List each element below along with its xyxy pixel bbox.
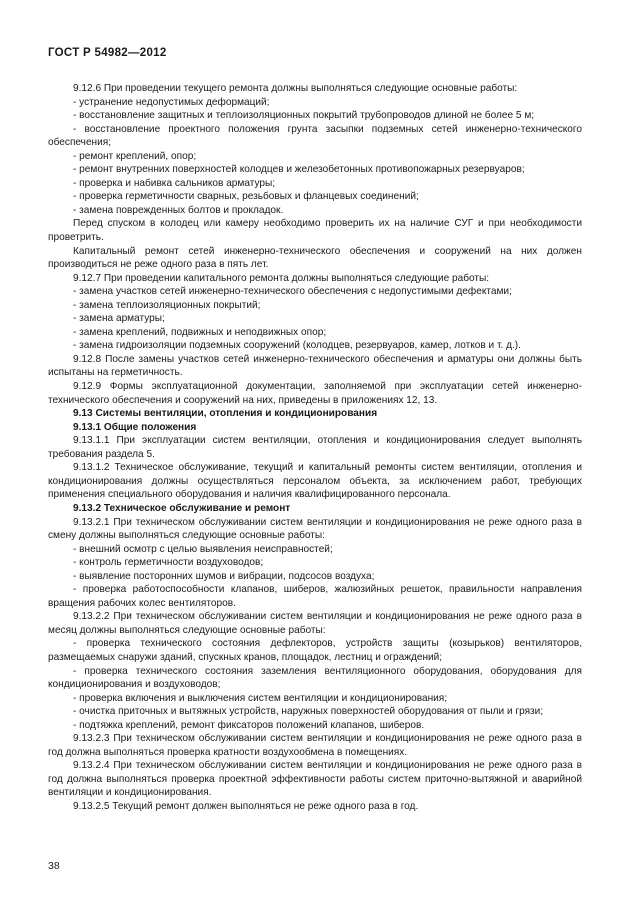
list-item: - проверка и набивка сальников арматуры;	[73, 177, 276, 189]
paragraph: 9.12.8 После замены участков сетей инженерно-технического обеспечения и арматуры они должны быть испытаны на герметичность.	[48, 353, 582, 379]
paragraph: 9.13.2.4 При техническом обслуживании систем вентиляции и кондиционирования не реже одного раза в год должна выполняться проверка проектной эффективности работы систем приточно-вытяжной и аварийной вентиляции и кондиционирования.	[48, 760, 582, 799]
list-item: - восстановление проектного положения грунта засыпки подземных сетей инженерно-технического обеспечения;	[48, 123, 582, 149]
paragraph: 9.12.7 При проведении капитального ремонта должны выполняться следующие работы:	[73, 272, 490, 284]
paragraph: 9.13.1.1 При эксплуатации систем вентиляции, отопления и кондиционирования следует выполнять требования раздела 5.	[48, 435, 582, 460]
list-item: - выявление посторонних шумов и вибрации, подсосов воздуха;	[73, 570, 375, 582]
list-item: - проверка работоспособности клапанов, шиберов, жалюзийных решеток, правильности направления вращения рабочих колес вентиляторов.	[48, 584, 582, 609]
paragraph: 9.13.1.2 Техническое обслуживание, текущий и капитальный ремонты систем вентиляции, отопления и кондиционирования должны осуществляться персоналом объекта, за исключением работ, требующих применения специального оборудования и наличия квалифицированного персонала.	[48, 462, 582, 501]
section-heading: 9.13 Системы вентиляции, отопления и кондиционирования	[73, 408, 378, 420]
paragraph: 9.13.2.1 При техническом обслуживании систем вентиляции и кондиционирования не реже одного раза в смену должны выполняться следующие основные работы:	[48, 516, 582, 542]
paragraph: 9.12.9 Формы эксплуатационной документации, заполняемой при эксплуатации сетей инженерно-технического обеспечения и сооружений на них, приведены в приложениях 12, 13.	[48, 381, 582, 406]
list-item: - ремонт креплений, опор;	[73, 150, 197, 162]
list-item: - замена арматуры;	[73, 313, 165, 325]
list-item: - подтяжка креплений, ремонт фиксаторов положений клапанов, шиберов.	[73, 719, 425, 731]
document-body	[48, 82, 582, 814]
list-item: - замена теплоизоляционных покрытий;	[73, 299, 261, 311]
list-item: - внешний осмотр с целью выявления неисправностей;	[73, 543, 333, 555]
list-item: - замена гидроизоляции подземных сооружений (колодцев, резервуаров, камер, лотков и т. д.).	[73, 340, 521, 352]
subsection-heading: 9.13.1 Общие положения	[73, 421, 197, 433]
paragraph: 9.13.2.2 При техническом обслуживании систем вентиляции и кондиционирования не реже одного раза в месяц должны выполняться следующие основные работы:	[48, 611, 582, 636]
list-item: - очистка приточных и вытяжных устройств, наружных поверхностей оборудования от пыли и грязи;	[73, 706, 544, 718]
list-item: - проверка технического состояния дефлекторов, устройств защиты (козырьков) вентиляторов, размещаемых снаружи зданий, спускных кранов, площадок, лестниц и ограждений;	[48, 638, 582, 663]
list-item: - проверка технического состояния заземления вентиляционного оборудования, оборудования для кондиционирования и воздуховодов;	[48, 665, 582, 691]
list-item: - проверка герметичности сварных, резьбовых и фланцевых соединений;	[73, 191, 419, 203]
list-item: - контроль герметичности воздуховодов;	[73, 557, 264, 569]
list-item: - замена поврежденных болтов и прокладок.	[73, 204, 284, 216]
list-item: - замена участков сетей инженерно-технического обеспечения с недопустимыми дефектами;	[73, 286, 512, 298]
list-item: - восстановление защитных и теплоизоляционных покрытий трубопроводов длиной не более 5 м;	[73, 110, 535, 122]
list-item: - устранение недопустимых деформаций;	[73, 96, 270, 108]
list-item: - проверка включения и выключения систем вентиляции и кондиционирования;	[73, 692, 448, 704]
paragraph: 9.12.6 При проведении текущего ремонта должны выполняться следующие основные работы:	[73, 83, 518, 94]
paragraph: 9.13.2.3 При техническом обслуживании систем вентиляции и кондиционирования не реже одного раза в год должна выполняться проверка кратности воздухообмена в помещениях.	[48, 733, 582, 758]
list-item: - ремонт внутренних поверхностей колодцев и железобетонных противопожарных резервуаров;	[73, 164, 525, 176]
paragraph: Капитальный ремонт сетей инженерно-технического обеспечения и сооружений на них должен производиться не реже одного раза в пять лет.	[48, 245, 582, 271]
paragraph: 9.13.2.5 Текущий ремонт должен выполняться не реже одного раза в год.	[73, 800, 419, 812]
page-number: 38	[48, 860, 60, 872]
list-item: - замена креплений, подвижных и неподвижных опор;	[73, 326, 327, 338]
document-header: ГОСТ Р 54982—2012	[48, 47, 167, 59]
paragraph: Перед спуском в колодец или камеру необходимо проверить их на наличие СУГ и при необходимости проветрить.	[48, 218, 582, 244]
subsection-heading: 9.13.2 Техническое обслуживание и ремонт	[73, 502, 291, 514]
